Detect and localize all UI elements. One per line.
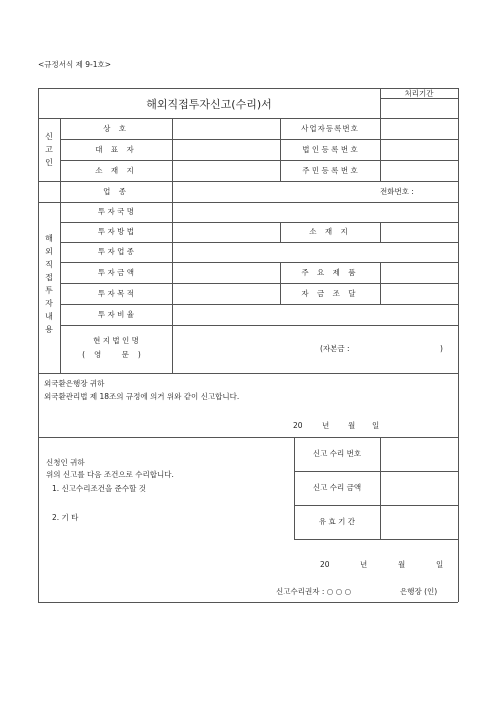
reporter-section-label: 신 고 인 xyxy=(45,132,53,167)
representative-label: 대 표 자 xyxy=(95,145,137,154)
acceptance-year: 20 xyxy=(320,560,330,569)
invest-method-label: 투 자 방 법 xyxy=(97,227,135,236)
capital-label: (자본금 : xyxy=(320,344,350,353)
location-label: 소 재 지 xyxy=(309,227,351,236)
invest-purpose-label: 투 자 목 적 xyxy=(97,289,135,298)
declaration-addressee: 외국환은행장 귀하 xyxy=(44,379,105,388)
local-corp-label: 현 지 법 인 명 xyxy=(93,336,139,345)
form-code: <규정서식 제 9-1호> xyxy=(38,60,112,69)
invest-ratio-label: 투 자 비 율 xyxy=(97,310,135,319)
invest-business-label: 투 자 업 종 xyxy=(97,247,135,256)
funding-label: 자 금 조 달 xyxy=(301,289,359,298)
main-product-label: 주 요 제 품 xyxy=(301,268,359,277)
acceptance-day-unit: 일 xyxy=(436,560,444,569)
form-title: 해외직접투자신고(수리)서 xyxy=(146,98,272,111)
validity-label: 유 효 기 간 xyxy=(318,517,356,526)
address-label: 소 재 지 xyxy=(95,166,137,175)
business-type-label: 업 종 xyxy=(103,187,129,196)
declaration-month-unit: 월 xyxy=(348,421,356,430)
acceptance-intro: 위의 신고를 다음 조건으로 수리합니다. xyxy=(46,470,174,479)
phone-label: 전화번호 : xyxy=(380,187,414,196)
acceptance-year-unit: 년 xyxy=(360,560,368,569)
acceptance-authority: 신고수리권자 : ○ ○ ○ xyxy=(276,587,352,596)
resident-reg-no-label: 주 민 등 록 번 호 xyxy=(302,166,358,175)
acceptance-condition-2: 2. 기 타 xyxy=(52,513,79,522)
bank-head-seal: 은행장 (인) xyxy=(400,587,438,596)
acceptance-addressee: 신청인 귀하 xyxy=(46,458,85,467)
accept-amount-label: 신고 수리 금액 xyxy=(312,483,362,492)
corp-reg-no-label: 법 인 등 록 번 호 xyxy=(302,145,358,154)
acceptance-condition-1: 1. 신고수리조건을 준수할 것 xyxy=(52,484,147,493)
local-corp-en-label: (영 문) xyxy=(82,350,150,359)
processing-period-label: 처리기간 xyxy=(404,89,434,98)
capital-close: ) xyxy=(440,344,443,353)
declaration-year-unit: 년 xyxy=(322,421,330,430)
trade-name-label: 상 호 xyxy=(103,124,129,133)
declaration-statement: 외국환관리법 제 18조의 규정에 의거 위와 같이 신고합니다. xyxy=(44,392,240,401)
invest-amount-label: 투 자 금 액 xyxy=(97,268,135,277)
accept-no-label: 신고 수리 번호 xyxy=(312,449,362,458)
acceptance-month-unit: 월 xyxy=(398,560,406,569)
declaration-day-unit: 일 xyxy=(372,421,380,430)
investment-section-label: 해 외 직 접 투 자 내 용 xyxy=(45,234,53,334)
invest-country-label: 투 자 국 명 xyxy=(97,207,135,216)
declaration-year: 20 xyxy=(293,421,303,430)
biz-reg-no-label: 사업자등록번호 xyxy=(301,124,359,133)
